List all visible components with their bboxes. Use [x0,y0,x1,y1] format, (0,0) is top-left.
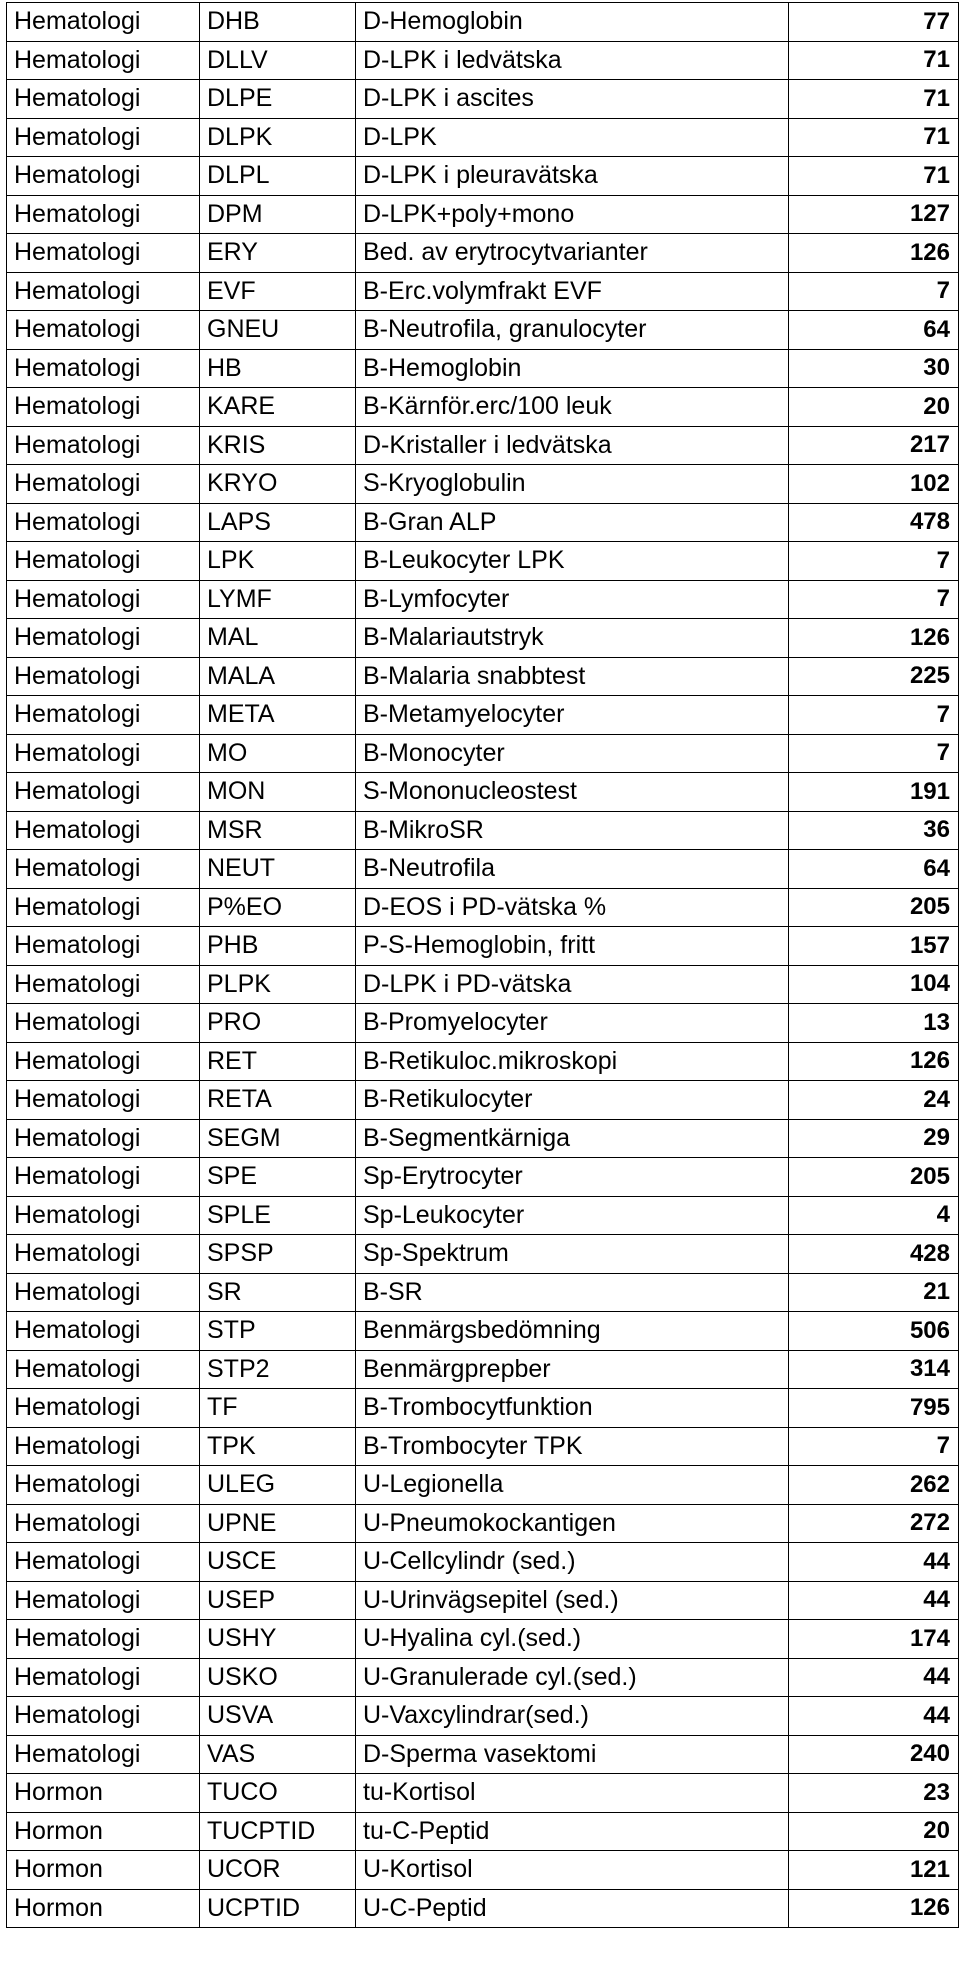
count-cell: 4 [789,1196,959,1235]
count-cell: 20 [789,388,959,427]
table-row [7,850,959,889]
code-cell: PHB [200,927,356,966]
department-cell: Hematologi [7,542,200,581]
department-cell: Hematologi [7,1119,200,1158]
department-cell: Hematologi [7,1504,200,1543]
department-cell: Hormon [7,1851,200,1890]
department-cell: Hematologi [7,195,200,234]
analysis-name-cell: Sp-Spektrum [356,1235,789,1274]
count-cell: 217 [789,426,959,465]
count-cell: 121 [789,1851,959,1890]
analysis-name-cell: B-Trombocytfunktion [356,1389,789,1428]
count-cell: 64 [789,311,959,350]
analysis-name-cell: U-Hyalina cyl.(sed.) [356,1620,789,1659]
department-cell: Hematologi [7,1081,200,1120]
code-cell: UCOR [200,1851,356,1890]
table-row [7,41,959,80]
count-cell: 126 [789,1889,959,1928]
count-cell: 104 [789,965,959,1004]
department-cell: Hematologi [7,1042,200,1081]
count-cell: 7 [789,1427,959,1466]
department-cell: Hematologi [7,349,200,388]
analysis-name-cell: D-LPK+poly+mono [356,195,789,234]
table-row [7,619,959,658]
count-cell: 44 [789,1581,959,1620]
count-cell: 478 [789,503,959,542]
table-row [7,1466,959,1505]
count-cell: 225 [789,657,959,696]
table-row [7,272,959,311]
department-cell: Hematologi [7,811,200,850]
code-cell: DLLV [200,41,356,80]
table-row [7,118,959,157]
department-cell: Hormon [7,1889,200,1928]
department-cell: Hematologi [7,850,200,889]
analysis-name-cell: S-Kryoglobulin [356,465,789,504]
department-cell: Hematologi [7,734,200,773]
code-cell: SPE [200,1158,356,1197]
department-cell: Hematologi [7,619,200,658]
count-cell: 29 [789,1119,959,1158]
department-cell: Hematologi [7,1581,200,1620]
table-row [7,734,959,773]
analysis-name-cell: D-LPK i PD-vätska [356,965,789,1004]
count-cell: 24 [789,1081,959,1120]
count-cell: 795 [789,1389,959,1428]
department-cell: Hematologi [7,311,200,350]
code-cell: UCPTID [200,1889,356,1928]
department-cell: Hematologi [7,1004,200,1043]
code-cell: KARE [200,388,356,427]
analysis-name-cell: D-LPK i ascites [356,80,789,119]
count-cell: 126 [789,1042,959,1081]
analysis-name-cell: D-EOS i PD-vätska % [356,888,789,927]
department-cell: Hematologi [7,426,200,465]
department-cell: Hematologi [7,580,200,619]
count-cell: 240 [789,1735,959,1774]
analysis-name-cell: U-Legionella [356,1466,789,1505]
table-row [7,157,959,196]
analysis-name-cell: B-Neutrofila [356,850,789,889]
code-cell: EVF [200,272,356,311]
table-row [7,1158,959,1197]
table-row [7,965,959,1004]
analysis-name-cell: B-Malariautstryk [356,619,789,658]
department-cell: Hematologi [7,773,200,812]
table-row [7,234,959,273]
analysis-name-cell: B-Kärnför.erc/100 leuk [356,388,789,427]
code-cell: TUCPTID [200,1812,356,1851]
department-cell: Hormon [7,1812,200,1851]
code-cell: SEGM [200,1119,356,1158]
table-row [7,80,959,119]
count-cell: 428 [789,1235,959,1274]
table-row [7,888,959,927]
code-cell: NEUT [200,850,356,889]
analysis-name-cell: B-Metamyelocyter [356,696,789,735]
analysis-name-cell: B-Malaria snabbtest [356,657,789,696]
analysis-name-cell: B-Retikuloc.mikroskopi [356,1042,789,1081]
department-cell: Hematologi [7,1620,200,1659]
code-cell: UPNE [200,1504,356,1543]
count-cell: 262 [789,1466,959,1505]
table-row [7,773,959,812]
analysis-name-cell: Benmärgsbedömning [356,1312,789,1351]
code-cell: USCE [200,1543,356,1582]
department-cell: Hematologi [7,3,200,42]
table-row [7,1312,959,1351]
department-cell: Hematologi [7,1158,200,1197]
department-cell: Hematologi [7,696,200,735]
table-row [7,388,959,427]
count-cell: 44 [789,1543,959,1582]
count-cell: 20 [789,1812,959,1851]
analysis-name-cell: B-Lymfocyter [356,580,789,619]
count-cell: 191 [789,773,959,812]
analysis-name-cell: B-Hemoglobin [356,349,789,388]
count-cell: 30 [789,349,959,388]
table-row [7,1427,959,1466]
analysis-name-cell: U-Granulerade cyl.(sed.) [356,1658,789,1697]
analysis-name-cell: U-C-Peptid [356,1889,789,1928]
department-cell: Hematologi [7,1196,200,1235]
code-cell: SR [200,1273,356,1312]
table-row [7,426,959,465]
analysis-name-cell: B-Trombocyter TPK [356,1427,789,1466]
count-cell: 71 [789,41,959,80]
count-cell: 7 [789,542,959,581]
table-row [7,1812,959,1851]
count-cell: 102 [789,465,959,504]
count-cell: 7 [789,696,959,735]
analysis-name-cell: B-Leukocyter LPK [356,542,789,581]
table-row [7,1042,959,1081]
code-cell: TF [200,1389,356,1428]
code-cell: MO [200,734,356,773]
department-cell: Hematologi [7,1273,200,1312]
analysis-name-cell: B-Promyelocyter [356,1004,789,1043]
table-row [7,1697,959,1736]
count-cell: 205 [789,888,959,927]
department-cell: Hematologi [7,1466,200,1505]
department-cell: Hematologi [7,1697,200,1736]
table-row [7,1735,959,1774]
department-cell: Hematologi [7,657,200,696]
table-row [7,1889,959,1928]
table-row [7,1081,959,1120]
department-cell: Hematologi [7,888,200,927]
code-cell: RET [200,1042,356,1081]
code-cell: SPLE [200,1196,356,1235]
code-cell: ULEG [200,1466,356,1505]
table-row [7,1620,959,1659]
analysis-name-cell: B-Neutrofila, granulocyter [356,311,789,350]
count-cell: 506 [789,1312,959,1351]
analysis-name-cell: B-MikroSR [356,811,789,850]
code-cell: RETA [200,1081,356,1120]
code-cell: LYMF [200,580,356,619]
table-row [7,1851,959,1890]
table-row [7,1235,959,1274]
analysis-name-cell: B-Gran ALP [356,503,789,542]
count-cell: 174 [789,1620,959,1659]
code-cell: DLPL [200,157,356,196]
table-row [7,1350,959,1389]
count-cell: 7 [789,734,959,773]
count-cell: 44 [789,1658,959,1697]
analysis-name-cell: B-Retikulocyter [356,1081,789,1120]
analysis-name-cell: S-Mononucleostest [356,773,789,812]
code-cell: PLPK [200,965,356,1004]
department-cell: Hematologi [7,388,200,427]
analysis-name-cell: U-Vaxcylindrar(sed.) [356,1697,789,1736]
department-cell: Hematologi [7,157,200,196]
code-cell: MON [200,773,356,812]
code-cell: HB [200,349,356,388]
analysis-name-cell: D-LPK [356,118,789,157]
code-cell: PRO [200,1004,356,1043]
code-cell: USHY [200,1620,356,1659]
code-cell: USKO [200,1658,356,1697]
table-row [7,311,959,350]
table-row [7,349,959,388]
count-cell: 71 [789,118,959,157]
analysis-name-cell: Bed. av erytrocytvarianter [356,234,789,273]
count-cell: 314 [789,1350,959,1389]
table-row [7,1389,959,1428]
code-cell: VAS [200,1735,356,1774]
code-cell: MALA [200,657,356,696]
code-cell: STP2 [200,1350,356,1389]
count-cell: 157 [789,927,959,966]
code-cell: DLPE [200,80,356,119]
count-cell: 77 [789,3,959,42]
table-row [7,580,959,619]
table-row [7,1543,959,1582]
code-cell: KRIS [200,426,356,465]
code-cell: DHB [200,3,356,42]
code-cell: GNEU [200,311,356,350]
department-cell: Hematologi [7,503,200,542]
table-row [7,3,959,42]
table-body [7,3,959,1928]
count-cell: 64 [789,850,959,889]
table-row [7,811,959,850]
analysis-name-cell: Benmärgprepber [356,1350,789,1389]
analysis-name-cell: B-Monocyter [356,734,789,773]
analysis-name-cell: Sp-Erytrocyter [356,1158,789,1197]
analysis-name-cell: D-Kristaller i ledvätska [356,426,789,465]
department-cell: Hematologi [7,1658,200,1697]
code-cell: DPM [200,195,356,234]
code-cell: STP [200,1312,356,1351]
department-cell: Hematologi [7,80,200,119]
department-cell: Hematologi [7,118,200,157]
code-cell: MAL [200,619,356,658]
count-cell: 127 [789,195,959,234]
count-cell: 126 [789,619,959,658]
table-row [7,1196,959,1235]
table-row [7,465,959,504]
analysis-name-cell: D-Hemoglobin [356,3,789,42]
count-cell: 7 [789,580,959,619]
department-cell: Hematologi [7,1235,200,1274]
count-cell: 71 [789,80,959,119]
table-row [7,1774,959,1813]
count-cell: 23 [789,1774,959,1813]
table-row [7,195,959,234]
table-row [7,657,959,696]
analysis-name-cell: U-Kortisol [356,1851,789,1890]
department-cell: Hematologi [7,1312,200,1351]
code-cell: LPK [200,542,356,581]
analysis-name-cell: D-LPK i ledvätska [356,41,789,80]
department-cell: Hematologi [7,965,200,1004]
department-cell: Hematologi [7,1735,200,1774]
code-cell: USVA [200,1697,356,1736]
department-cell: Hematologi [7,1427,200,1466]
count-cell: 44 [789,1697,959,1736]
department-cell: Hematologi [7,465,200,504]
analysis-name-cell: D-Sperma vasektomi [356,1735,789,1774]
table-row [7,1581,959,1620]
table-row [7,696,959,735]
count-cell: 13 [789,1004,959,1043]
department-cell: Hematologi [7,1350,200,1389]
code-cell: ERY [200,234,356,273]
analysis-name-cell: B-Segmentkärniga [356,1119,789,1158]
code-cell: LAPS [200,503,356,542]
count-cell: 126 [789,234,959,273]
count-cell: 36 [789,811,959,850]
analysis-name-cell: U-Pneumokockantigen [356,1504,789,1543]
code-cell: MSR [200,811,356,850]
analysis-name-cell: B-Erc.volymfrakt EVF [356,272,789,311]
table-row [7,927,959,966]
department-cell: Hematologi [7,1389,200,1428]
department-cell: Hematologi [7,1543,200,1582]
count-cell: 71 [789,157,959,196]
code-cell: DLPK [200,118,356,157]
test-table [6,2,959,1928]
table-row [7,1273,959,1312]
analysis-name-cell: tu-Kortisol [356,1774,789,1813]
analysis-name-cell: Sp-Leukocyter [356,1196,789,1235]
count-cell: 205 [789,1158,959,1197]
table-row [7,1658,959,1697]
table-row [7,1004,959,1043]
analysis-name-cell: tu-C-Peptid [356,1812,789,1851]
code-cell: TUCO [200,1774,356,1813]
code-cell: P%EO [200,888,356,927]
department-cell: Hematologi [7,927,200,966]
count-cell: 7 [789,272,959,311]
analysis-name-cell: B-SR [356,1273,789,1312]
department-cell: Hormon [7,1774,200,1813]
analysis-name-cell: D-LPK i pleuravätska [356,157,789,196]
code-cell: SPSP [200,1235,356,1274]
count-cell: 272 [789,1504,959,1543]
table-row [7,1119,959,1158]
analysis-name-cell: U-Cellcylindr (sed.) [356,1543,789,1582]
analysis-name-cell: P-S-Hemoglobin, fritt [356,927,789,966]
table-row [7,1504,959,1543]
count-cell: 21 [789,1273,959,1312]
code-cell: META [200,696,356,735]
code-cell: USEP [200,1581,356,1620]
code-cell: KRYO [200,465,356,504]
department-cell: Hematologi [7,272,200,311]
table-row [7,503,959,542]
analysis-name-cell: U-Urinvägsepitel (sed.) [356,1581,789,1620]
department-cell: Hematologi [7,41,200,80]
department-cell: Hematologi [7,234,200,273]
table-row [7,542,959,581]
code-cell: TPK [200,1427,356,1466]
